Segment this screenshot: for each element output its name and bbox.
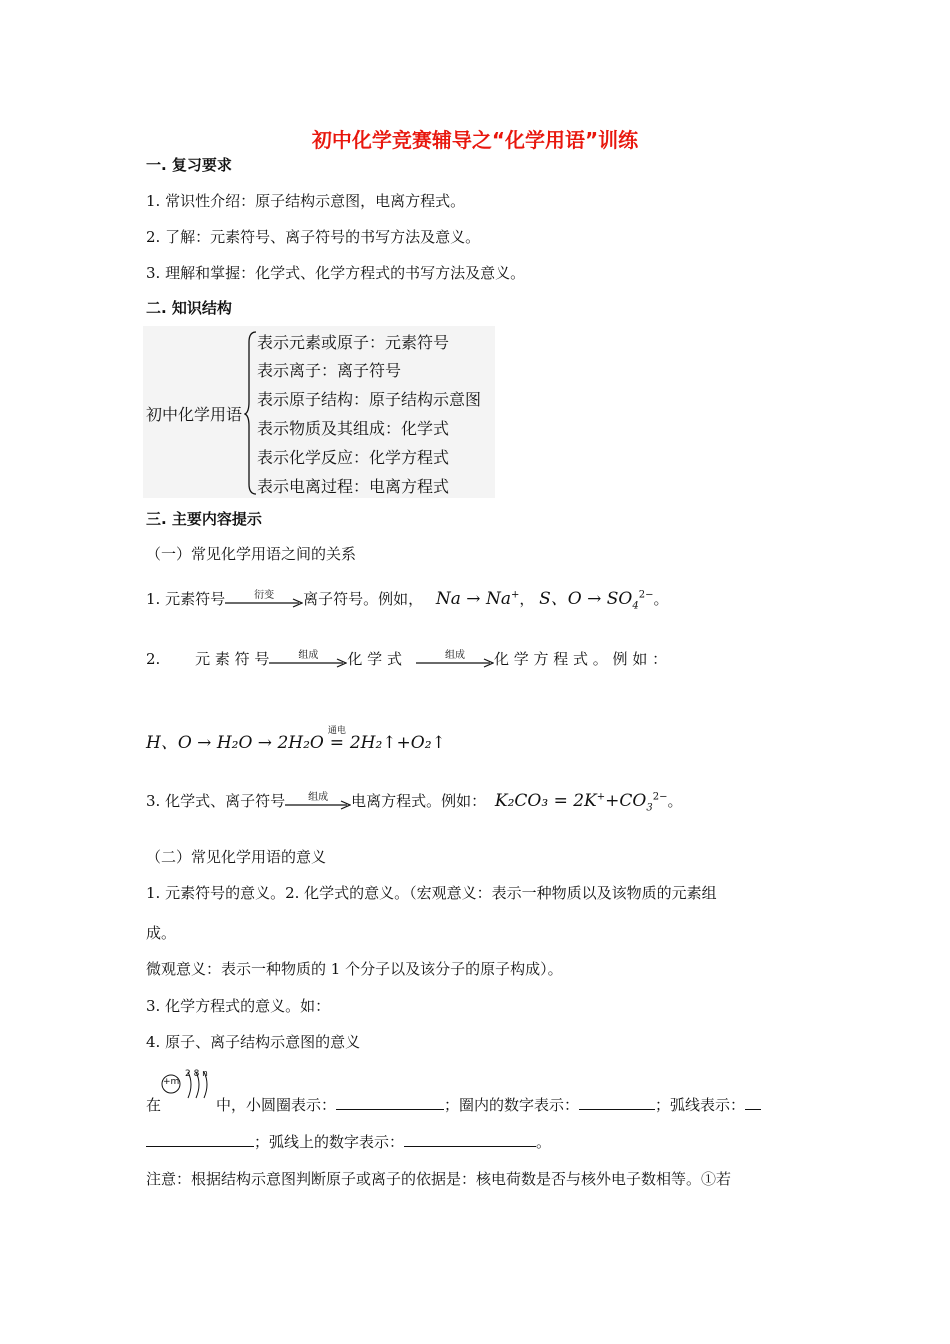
compose-arrow-2 [416, 650, 494, 670]
knowledge-branch-4: 表示物质及其组成：化学式 [257, 419, 450, 438]
section1-item-2: 2. 了解：元素符号、离子符号的书写方法及意义。 [146, 228, 481, 246]
arrow-label: 组成 [444, 650, 465, 661]
transform-arrow [225, 590, 303, 610]
meaning-line-4: 4. 原子、离子结构示意图的意义 [146, 1033, 361, 1051]
arrow-label: 组成 [298, 650, 319, 661]
period: 。 [653, 590, 669, 608]
relation-3-prefix: 3. 化学式、离子符号 [146, 792, 286, 810]
answer-blank-3a[interactable] [745, 1095, 761, 1110]
period: 。 [536, 1133, 552, 1151]
section1-item-3: 3. 理解和掌握：化学式、化学方程式的书写方法及意义。 [146, 264, 526, 282]
knowledge-branch-3: 表示原子结构：原子结构示意图 [257, 390, 482, 409]
section3-heading: 三. 主要内容提示 [146, 510, 262, 528]
page-title: 初中化学竞赛辅导之“化学用语”训练 [311, 128, 639, 152]
relation-3-middle: 电离方程式。例如： [351, 792, 487, 810]
subsection-2-heading: （二）常见化学用语的意义 [146, 848, 327, 866]
relation-1 [146, 584, 669, 611]
atom-structure-diagram [160, 1068, 212, 1112]
question-line-1 [216, 1094, 761, 1115]
question-start: 在 [146, 1096, 162, 1114]
condition-label: 通电 [327, 726, 346, 736]
arrow-label: 组成 [308, 792, 329, 803]
answer-blank-1[interactable] [336, 1095, 444, 1110]
question-arc: ；弧线表示： [655, 1096, 746, 1114]
question-line-2 [146, 1131, 551, 1152]
section1-item-1: 1. 常识性介绍：原子结构示意图，电离方程式。 [146, 192, 466, 210]
compose-arrow-1 [269, 650, 347, 670]
answer-blank-4[interactable] [404, 1132, 536, 1147]
brace-icon [244, 328, 258, 498]
k2co3-equation-right: +CO [605, 791, 647, 811]
section2-heading: 二. 知识结构 [146, 299, 232, 317]
arrow-label: 衍变 [254, 590, 275, 601]
meaning-line-2: 微观意义：表示一种物质的 1 个分子以及该分子的原子构成）。 [146, 960, 563, 978]
answer-blank-2[interactable] [579, 1095, 655, 1110]
question-small-circle: 中，小圆圈表示： [216, 1096, 337, 1114]
knowledge-branch-5: 表示化学反应：化学方程式 [257, 448, 450, 467]
k-charge: + [596, 791, 606, 803]
formula-na-charge: + [510, 589, 520, 601]
right-arrow-icon [225, 598, 303, 608]
relation-1-middle: 离子符号。例如， [303, 590, 424, 608]
knowledge-branch-1: 表示元素或原子：元素符号 [257, 333, 450, 352]
relation-3 [146, 790, 682, 813]
water-equation-left: H、O → H₂O → 2H₂O [146, 733, 324, 753]
nucleus-label: +m [163, 1077, 180, 1087]
co3-charge: 2− [652, 791, 668, 803]
answer-blank-3b[interactable] [146, 1132, 254, 1147]
formula-na-text: Na → Na [435, 589, 511, 609]
relation-1-prefix: 1. 元素符号 [146, 590, 226, 608]
k2co3-equation [494, 791, 668, 814]
right-arrow-icon [285, 800, 351, 810]
subsection-1-heading: （一）常见化学用语之间的关系 [146, 545, 357, 563]
electrolysis-sign: 通电 = [324, 733, 350, 753]
knowledge-branch-2: 表示离子：离子符号 [257, 361, 402, 380]
right-arrow-icon [269, 658, 347, 668]
formula-na [436, 589, 519, 609]
knowledge-branch-6: 表示电离过程：电离方程式 [257, 477, 450, 496]
formula-so4-text: S、O → SO [539, 589, 633, 609]
meaning-line-1: 1. 元素符号的意义。2. 化学式的意义。（宏观意义：表示一种物质以及该物质的元素组 [146, 884, 717, 902]
period: 。 [667, 792, 683, 810]
formula-so4-subscript: 4 [632, 600, 639, 612]
relation-2-element-symbol: 元 素 符 号 [195, 650, 270, 668]
water-equation [146, 728, 446, 753]
shell-numbers: 2 8 n [185, 1069, 208, 1079]
formula-so4-charge: 2− [638, 589, 654, 601]
relation-2-formula: 化 学 式 [347, 650, 402, 668]
relation-2-number: 2. [146, 650, 161, 668]
knowledge-structure-diagram [143, 326, 495, 498]
compose-arrow-3 [285, 792, 351, 812]
relation-2 [146, 648, 806, 670]
question-inner-number: ；圈内的数字表示： [444, 1096, 580, 1114]
note-line: 注意：根据结构示意图判断原子或离子的依据是：核电荷数是否与核外电子数相等。①若 [146, 1170, 732, 1188]
meaning-line-1b: 成。 [146, 924, 177, 942]
relation-2-equation-text: 化 学 方 程 式 。 例 如 ： [493, 650, 668, 668]
co3-subscript: 3 [646, 802, 653, 814]
knowledge-root: 初中化学用语 [146, 405, 243, 424]
formula-so4 [539, 589, 654, 612]
water-equation-right: 2H₂↑+O₂↑ [349, 733, 446, 753]
k2co3-equation-left: K₂CO₃ = 2K [494, 791, 597, 811]
question-arc-number: ；弧线上的数字表示： [254, 1133, 405, 1151]
right-arrow-icon [416, 658, 494, 668]
meaning-line-3: 3. 化学方程式的意义。如： [146, 997, 331, 1015]
comma: ， [519, 590, 535, 608]
section1-heading: 一. 复习要求 [146, 156, 232, 174]
